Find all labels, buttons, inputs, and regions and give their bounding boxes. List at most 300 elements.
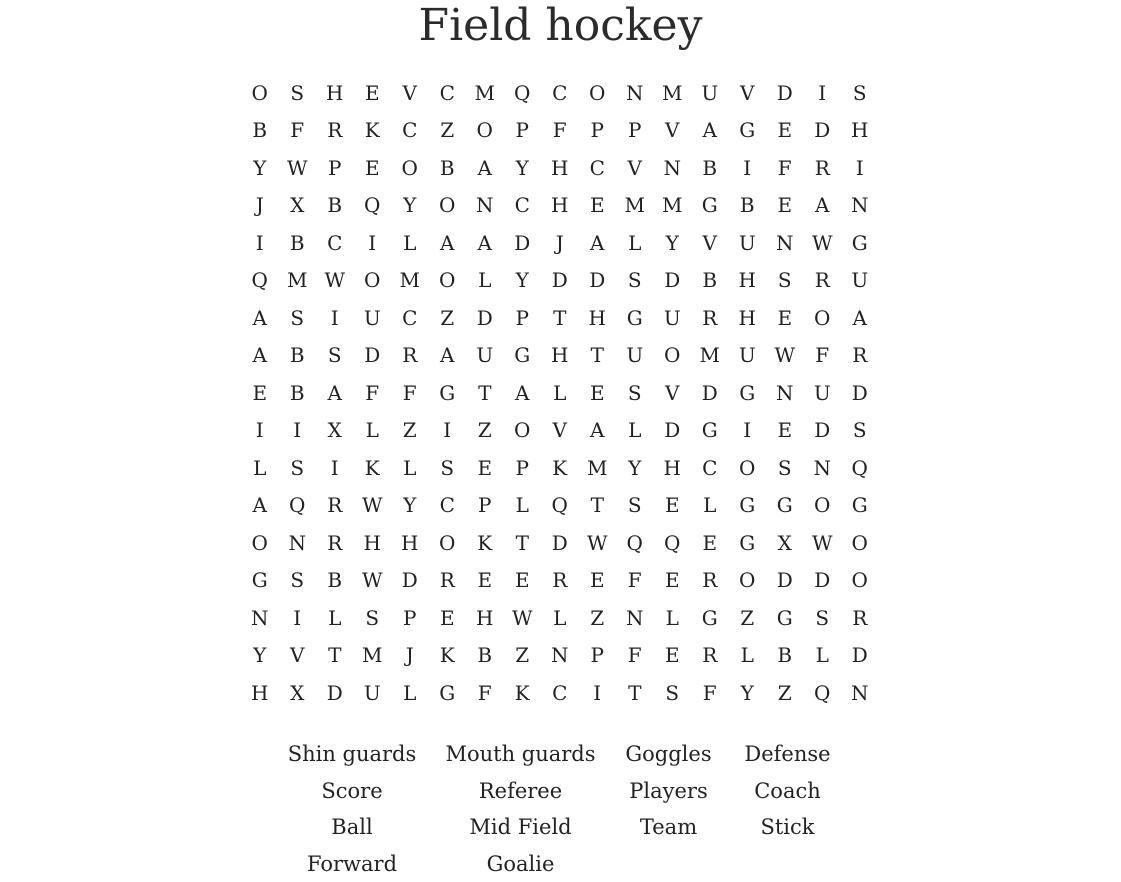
grid-letter[interactable]: D	[776, 80, 793, 105]
grid-letter[interactable]: W	[586, 530, 608, 555]
grid-letter[interactable]: Q	[514, 80, 531, 105]
grid-letter[interactable]: C	[702, 455, 718, 480]
grid-letter[interactable]: E	[777, 305, 793, 330]
grid-letter[interactable]: L	[403, 455, 417, 480]
grid-letter[interactable]: F	[777, 155, 792, 180]
grid-letter[interactable]: B	[702, 155, 718, 180]
grid-letter[interactable]: F	[290, 118, 305, 143]
grid-letter[interactable]: S	[290, 455, 305, 480]
grid-letter[interactable]: B	[289, 343, 305, 368]
grid-letter[interactable]: O	[814, 305, 831, 330]
grid-letter[interactable]: W	[324, 268, 346, 293]
grid-letter[interactable]: G	[739, 380, 756, 405]
grid-letter[interactable]: C	[439, 493, 455, 518]
word-list	[272, 736, 847, 882]
grid-letter[interactable]: N	[476, 193, 494, 218]
grid-letter[interactable]: V	[552, 418, 567, 443]
grid-letter[interactable]: E	[477, 455, 493, 480]
grid-letter[interactable]: D	[814, 568, 831, 593]
grid-letter[interactable]: D	[851, 380, 868, 405]
word-list-item: Referee	[478, 778, 563, 803]
grid-letter[interactable]: L	[665, 605, 679, 630]
grid-letter[interactable]: A	[477, 155, 492, 180]
grid-letter[interactable]: U	[363, 305, 381, 330]
grid-letter[interactable]: S	[365, 605, 380, 630]
grid-letter[interactable]: O	[851, 530, 868, 555]
grid-letter[interactable]: H	[588, 305, 606, 330]
grid-letter[interactable]: D	[551, 268, 568, 293]
grid-letter[interactable]: E	[477, 568, 493, 593]
grid-letter[interactable]: E	[514, 568, 530, 593]
grid-letter[interactable]: S	[777, 268, 792, 293]
grid-letter[interactable]: U	[363, 680, 381, 705]
grid-letter[interactable]: K	[514, 680, 530, 705]
grid-letter[interactable]: I	[368, 230, 377, 255]
grid-letter[interactable]: T	[590, 493, 604, 518]
grid-letter[interactable]: N	[663, 155, 681, 180]
grid-letter[interactable]: L	[703, 493, 717, 518]
grid-letter[interactable]: Q	[626, 530, 643, 555]
grid-letter[interactable]: P	[478, 493, 492, 518]
grid-letter[interactable]: V	[402, 80, 417, 105]
grid-letter[interactable]: S	[815, 605, 830, 630]
grid-letter[interactable]: X	[777, 530, 792, 555]
grid-letter[interactable]: H	[663, 455, 681, 480]
grid-letter[interactable]: L	[515, 493, 529, 518]
grid-letter[interactable]: B	[327, 193, 343, 218]
grid-letter[interactable]: P	[403, 605, 417, 630]
grid-letter[interactable]: S	[852, 418, 867, 443]
grid-letter[interactable]: X	[290, 193, 305, 218]
grid-letter[interactable]: F	[365, 380, 380, 405]
grid-letter[interactable]: R	[402, 343, 418, 368]
grid-letter[interactable]: X	[290, 680, 305, 705]
grid-letter[interactable]: N	[851, 680, 869, 705]
grid-letter[interactable]: Q	[664, 530, 681, 555]
grid-letter[interactable]: G	[701, 193, 718, 218]
grid-letter[interactable]: P	[328, 155, 342, 180]
grid-letter[interactable]: R	[852, 605, 868, 630]
grid-letter[interactable]: O	[664, 343, 681, 368]
grid-letter[interactable]: L	[553, 380, 567, 405]
grid-letter[interactable]: M	[399, 268, 420, 293]
grid-letter[interactable]: O	[514, 418, 531, 443]
grid-letter[interactable]: W	[361, 493, 383, 518]
grid-letter[interactable]: L	[328, 605, 342, 630]
grid-letter[interactable]: F	[402, 380, 417, 405]
grid-letter[interactable]: D	[814, 118, 831, 143]
grid-letter[interactable]: G	[776, 493, 793, 518]
grid-letter[interactable]: O	[476, 118, 493, 143]
grid-letter[interactable]: R	[852, 343, 868, 368]
grid-letter[interactable]: U	[738, 230, 756, 255]
grid-letter[interactable]: W	[286, 155, 308, 180]
grid-letter[interactable]: H	[326, 80, 344, 105]
grid-letter[interactable]: N	[776, 230, 794, 255]
grid-letter[interactable]: G	[514, 343, 531, 368]
grid-letter[interactable]: W	[774, 343, 796, 368]
grid-letter[interactable]: E	[702, 530, 718, 555]
grid-letter[interactable]: H	[851, 118, 869, 143]
grid-letter[interactable]: Z	[590, 605, 605, 630]
grid-letter[interactable]: O	[439, 193, 456, 218]
grid-letter[interactable]: P	[515, 305, 529, 330]
grid-letter[interactable]: G	[739, 118, 756, 143]
grid-letter[interactable]: M	[662, 80, 683, 105]
grid-letter[interactable]: L	[628, 418, 642, 443]
grid-letter[interactable]: N	[288, 530, 306, 555]
grid-letter[interactable]: M	[699, 343, 720, 368]
grid-letter[interactable]: J	[555, 230, 564, 255]
grid-letter[interactable]: E	[664, 493, 680, 518]
grid-letter[interactable]: R	[552, 568, 568, 593]
grid-letter[interactable]: H	[738, 268, 756, 293]
grid-letter[interactable]: M	[474, 80, 495, 105]
grid-letter[interactable]: U	[813, 380, 831, 405]
grid-letter[interactable]: D	[551, 530, 568, 555]
grid-letter[interactable]: H	[251, 680, 269, 705]
grid-letter[interactable]: E	[252, 380, 268, 405]
grid-letter[interactable]: C	[402, 118, 418, 143]
grid-letter[interactable]: W	[361, 568, 383, 593]
grid-letter[interactable]: Y	[253, 643, 267, 668]
grid-letter[interactable]: D	[701, 380, 718, 405]
grid-letter[interactable]: G	[776, 605, 793, 630]
grid-letter[interactable]: I	[330, 305, 339, 330]
grid-letter[interactable]: I	[330, 455, 339, 480]
grid-letter[interactable]: W	[811, 230, 833, 255]
grid-letter[interactable]: L	[740, 643, 754, 668]
grid-letter[interactable]: O	[251, 80, 268, 105]
grid-letter[interactable]: M	[362, 643, 383, 668]
grid-letter[interactable]: Z	[740, 605, 755, 630]
grid-letter[interactable]: I	[593, 680, 602, 705]
grid-letter[interactable]: C	[439, 80, 455, 105]
grid-letter[interactable]: Y	[515, 155, 529, 180]
grid-letter[interactable]: Y	[253, 155, 267, 180]
grid-letter[interactable]: M	[287, 268, 308, 293]
grid-letter[interactable]: D	[364, 343, 381, 368]
grid-letter[interactable]: O	[439, 268, 456, 293]
grid-letter[interactable]: G	[701, 605, 718, 630]
grid-letter[interactable]: Q	[364, 193, 381, 218]
grid-letter[interactable]: L	[628, 230, 642, 255]
grid-letter[interactable]: P	[590, 643, 604, 668]
grid-letter[interactable]: B	[777, 643, 793, 668]
grid-letter[interactable]: R	[327, 530, 343, 555]
word-list-item: Stick	[760, 815, 815, 840]
grid-letter[interactable]: O	[589, 80, 606, 105]
grid-letter[interactable]: G	[851, 230, 868, 255]
grid-letter[interactable]: S	[290, 568, 305, 593]
grid-letter[interactable]: H	[551, 193, 569, 218]
grid-letter[interactable]: R	[702, 643, 718, 668]
grid-letter[interactable]: E	[777, 193, 793, 218]
grid-letter[interactable]: K	[439, 643, 455, 668]
grid-letter[interactable]: E	[364, 155, 380, 180]
grid-letter[interactable]: D	[851, 643, 868, 668]
puzzle-title: Field hockey	[418, 0, 703, 51]
grid-letter[interactable]: G	[439, 380, 456, 405]
grid-letter[interactable]: X	[327, 418, 342, 443]
grid-letter[interactable]: Z	[402, 418, 417, 443]
grid-letter[interactable]: P	[515, 118, 529, 143]
grid-letter[interactable]: A	[852, 305, 867, 330]
grid-letter[interactable]: S	[290, 80, 305, 105]
grid-letter[interactable]: T	[628, 680, 642, 705]
grid-letter[interactable]: S	[290, 305, 305, 330]
grid-letter[interactable]: I	[855, 155, 864, 180]
grid-letter[interactable]: B	[739, 193, 755, 218]
grid-letter[interactable]: K	[477, 530, 493, 555]
grid-letter[interactable]: N	[626, 605, 644, 630]
grid-letter[interactable]: Y	[628, 455, 642, 480]
grid-letter[interactable]: D	[401, 568, 418, 593]
grid-letter[interactable]: D	[514, 230, 531, 255]
grid-letter[interactable]: E	[589, 380, 605, 405]
grid-letter[interactable]: B	[477, 643, 493, 668]
grid-letter[interactable]: V	[665, 118, 680, 143]
grid-letter[interactable]: D	[476, 305, 493, 330]
grid-letter[interactable]: Z	[515, 643, 530, 668]
grid-letter[interactable]: V	[702, 230, 717, 255]
grid-letter[interactable]: E	[589, 568, 605, 593]
grid-letter[interactable]: Z	[477, 418, 492, 443]
grid-letter[interactable]: E	[777, 118, 793, 143]
grid-letter[interactable]: R	[327, 493, 343, 518]
grid-letter[interactable]: D	[664, 418, 681, 443]
grid-letter[interactable]: O	[739, 455, 756, 480]
grid-letter[interactable]: O	[814, 493, 831, 518]
grid-letter[interactable]: U	[701, 80, 719, 105]
grid-letter[interactable]: O	[439, 530, 456, 555]
grid-letter[interactable]: W	[511, 605, 533, 630]
grid-letter[interactable]: I	[818, 80, 827, 105]
grid-letter[interactable]: U	[851, 268, 869, 293]
grid-letter[interactable]: M	[587, 455, 608, 480]
grid-letter[interactable]: F	[552, 118, 567, 143]
grid-letter[interactable]: J	[255, 193, 264, 218]
grid-letter[interactable]: B	[702, 268, 718, 293]
grid-letter[interactable]: R	[702, 568, 718, 593]
grid-letter[interactable]: A	[327, 380, 342, 405]
grid-letter[interactable]: C	[402, 305, 418, 330]
grid-letter[interactable]: S	[627, 493, 642, 518]
grid-letter[interactable]: G	[439, 680, 456, 705]
grid-letter[interactable]: N	[813, 455, 831, 480]
grid-letter[interactable]: A	[252, 343, 267, 368]
grid-letter[interactable]: R	[702, 305, 718, 330]
grid-letter[interactable]: D	[664, 268, 681, 293]
grid-letter[interactable]: U	[663, 305, 681, 330]
grid-letter[interactable]: N	[626, 80, 644, 105]
grid-letter[interactable]: Y	[403, 193, 417, 218]
grid-letter[interactable]: Y	[403, 493, 417, 518]
grid-letter[interactable]: R	[814, 155, 830, 180]
grid-letter[interactable]: E	[777, 418, 793, 443]
grid-letter[interactable]: V	[740, 80, 755, 105]
grid-letter[interactable]: G	[626, 305, 643, 330]
grid-letter[interactable]: U	[738, 343, 756, 368]
grid-letter[interactable]: Z	[440, 118, 455, 143]
grid-letter[interactable]: D	[589, 268, 606, 293]
word-list-item: Coach	[754, 778, 821, 803]
grid-letter[interactable]: B	[327, 568, 343, 593]
grid-letter[interactable]: I	[743, 418, 752, 443]
word-list-item: Goalie	[486, 851, 555, 876]
grid-letter[interactable]: A	[252, 493, 267, 518]
grid-letter[interactable]: M	[662, 193, 683, 218]
grid-letter[interactable]: E	[364, 80, 380, 105]
grid-letter[interactable]: S	[665, 680, 680, 705]
grid-letter[interactable]: S	[852, 80, 867, 105]
grid-letter[interactable]: P	[590, 118, 604, 143]
grid-letter[interactable]: D	[326, 680, 343, 705]
grid-letter[interactable]: V	[290, 643, 305, 668]
grid-letter[interactable]: T	[553, 305, 567, 330]
grid-letter[interactable]: F	[627, 643, 642, 668]
grid-letter[interactable]: O	[851, 568, 868, 593]
grid-letter[interactable]: F	[477, 680, 492, 705]
grid-letter[interactable]: A	[440, 343, 455, 368]
grid-letter[interactable]: K	[364, 455, 380, 480]
grid-letter[interactable]: A	[590, 418, 605, 443]
grid-letter[interactable]: Y	[515, 268, 529, 293]
grid-letter[interactable]: Z	[777, 680, 792, 705]
grid-letter[interactable]: N	[851, 193, 869, 218]
grid-letter[interactable]: A	[515, 380, 530, 405]
grid-letter[interactable]: R	[439, 568, 455, 593]
grid-letter[interactable]: I	[293, 605, 302, 630]
grid-letter[interactable]: V	[627, 155, 642, 180]
grid-letter[interactable]: H	[476, 605, 494, 630]
grid-letter[interactable]: E	[664, 643, 680, 668]
grid-letter[interactable]: J	[405, 643, 414, 668]
grid-letter[interactable]: O	[401, 155, 418, 180]
grid-letter[interactable]: C	[552, 680, 568, 705]
grid-letter[interactable]: L	[253, 455, 267, 480]
grid-letter[interactable]: V	[665, 380, 680, 405]
grid-letter[interactable]: L	[553, 605, 567, 630]
grid-letter[interactable]: D	[776, 568, 793, 593]
grid-letter[interactable]: T	[515, 530, 529, 555]
grid-letter[interactable]: H	[738, 305, 756, 330]
grid-letter[interactable]: F	[702, 680, 717, 705]
grid-letter[interactable]: B	[289, 230, 305, 255]
grid-letter[interactable]: K	[364, 118, 380, 143]
grid-letter[interactable]: I	[743, 155, 752, 180]
grid-letter[interactable]: B	[252, 118, 268, 143]
grid-letter[interactable]: P	[515, 455, 529, 480]
grid-letter[interactable]: U	[626, 343, 644, 368]
grid-letter[interactable]: B	[439, 155, 455, 180]
grid-letter[interactable]: T	[328, 643, 342, 668]
grid-letter[interactable]: S	[327, 343, 342, 368]
grid-letter[interactable]: C	[589, 155, 605, 180]
grid-letter[interactable]: Q	[551, 493, 568, 518]
grid-letter[interactable]: I	[293, 418, 302, 443]
grid-letter[interactable]: S	[777, 455, 792, 480]
grid-letter[interactable]: B	[289, 380, 305, 405]
grid-letter[interactable]: C	[514, 193, 530, 218]
grid-letter[interactable]: L	[478, 268, 492, 293]
grid-letter[interactable]: Y	[740, 680, 754, 705]
grid-letter[interactable]: G	[851, 493, 868, 518]
grid-letter[interactable]: Q	[289, 493, 306, 518]
grid-letter[interactable]: G	[701, 418, 718, 443]
grid-letter[interactable]: I	[443, 418, 452, 443]
grid-letter[interactable]: R	[814, 268, 830, 293]
grid-letter[interactable]: A	[252, 305, 267, 330]
grid-letter[interactable]: W	[811, 530, 833, 555]
grid-letter[interactable]: K	[552, 455, 568, 480]
grid-letter[interactable]: A	[440, 230, 455, 255]
grid-letter[interactable]: O	[364, 268, 381, 293]
grid-letter[interactable]: O	[739, 568, 756, 593]
grid-letter[interactable]: Q	[814, 680, 831, 705]
grid-letter[interactable]: N	[776, 380, 794, 405]
grid-letter[interactable]: G	[739, 530, 756, 555]
grid-letter[interactable]: N	[551, 643, 569, 668]
grid-letter[interactable]: I	[255, 418, 264, 443]
grid-letter[interactable]: C	[552, 80, 568, 105]
grid-letter[interactable]: C	[327, 230, 343, 255]
grid-letter[interactable]: M	[624, 193, 645, 218]
word-list-item: Team	[639, 815, 698, 840]
grid-letter[interactable]: R	[327, 118, 343, 143]
grid-letter[interactable]: F	[815, 343, 830, 368]
grid-letter[interactable]: L	[403, 230, 417, 255]
grid-letter[interactable]: A	[702, 118, 717, 143]
grid-letter[interactable]: U	[476, 343, 494, 368]
grid-letter[interactable]: S	[440, 455, 455, 480]
grid-letter[interactable]: T	[478, 380, 492, 405]
grid-letter[interactable]: A	[590, 230, 605, 255]
grid-letter[interactable]: N	[251, 605, 269, 630]
grid-letter[interactable]: L	[815, 643, 829, 668]
grid-letter[interactable]: L	[403, 680, 417, 705]
grid-letter[interactable]: S	[627, 268, 642, 293]
word-list-item: Forward	[306, 851, 398, 876]
grid-letter[interactable]: A	[815, 193, 830, 218]
grid-letter[interactable]: G	[251, 568, 268, 593]
grid-letter[interactable]: E	[589, 193, 605, 218]
word-list-item: Goggles	[625, 742, 712, 767]
grid-letter[interactable]: F	[627, 568, 642, 593]
grid-letter[interactable]: H	[551, 155, 569, 180]
grid-letter[interactable]: P	[628, 118, 642, 143]
grid-letter[interactable]: L	[365, 418, 379, 443]
letter-grid	[241, 74, 879, 712]
grid-letter[interactable]: H	[551, 343, 569, 368]
grid-letter[interactable]: Q	[851, 455, 868, 480]
grid-letter[interactable]: H	[401, 530, 419, 555]
grid-letter[interactable]: G	[739, 493, 756, 518]
grid-letter[interactable]: S	[627, 380, 642, 405]
grid-letter[interactable]: A	[477, 230, 492, 255]
grid-letter[interactable]: T	[590, 343, 604, 368]
grid-letter[interactable]: I	[255, 230, 264, 255]
grid-letter[interactable]: Y	[665, 230, 679, 255]
word-list-item: Mid Field	[469, 815, 572, 840]
grid-letter[interactable]: Z	[440, 305, 455, 330]
grid-letter[interactable]: D	[814, 418, 831, 443]
grid-letter[interactable]: H	[363, 530, 381, 555]
grid-letter[interactable]: E	[664, 568, 680, 593]
grid-letter[interactable]: E	[439, 605, 455, 630]
grid-letter[interactable]: O	[251, 530, 268, 555]
grid-letter[interactable]: Q	[251, 268, 268, 293]
